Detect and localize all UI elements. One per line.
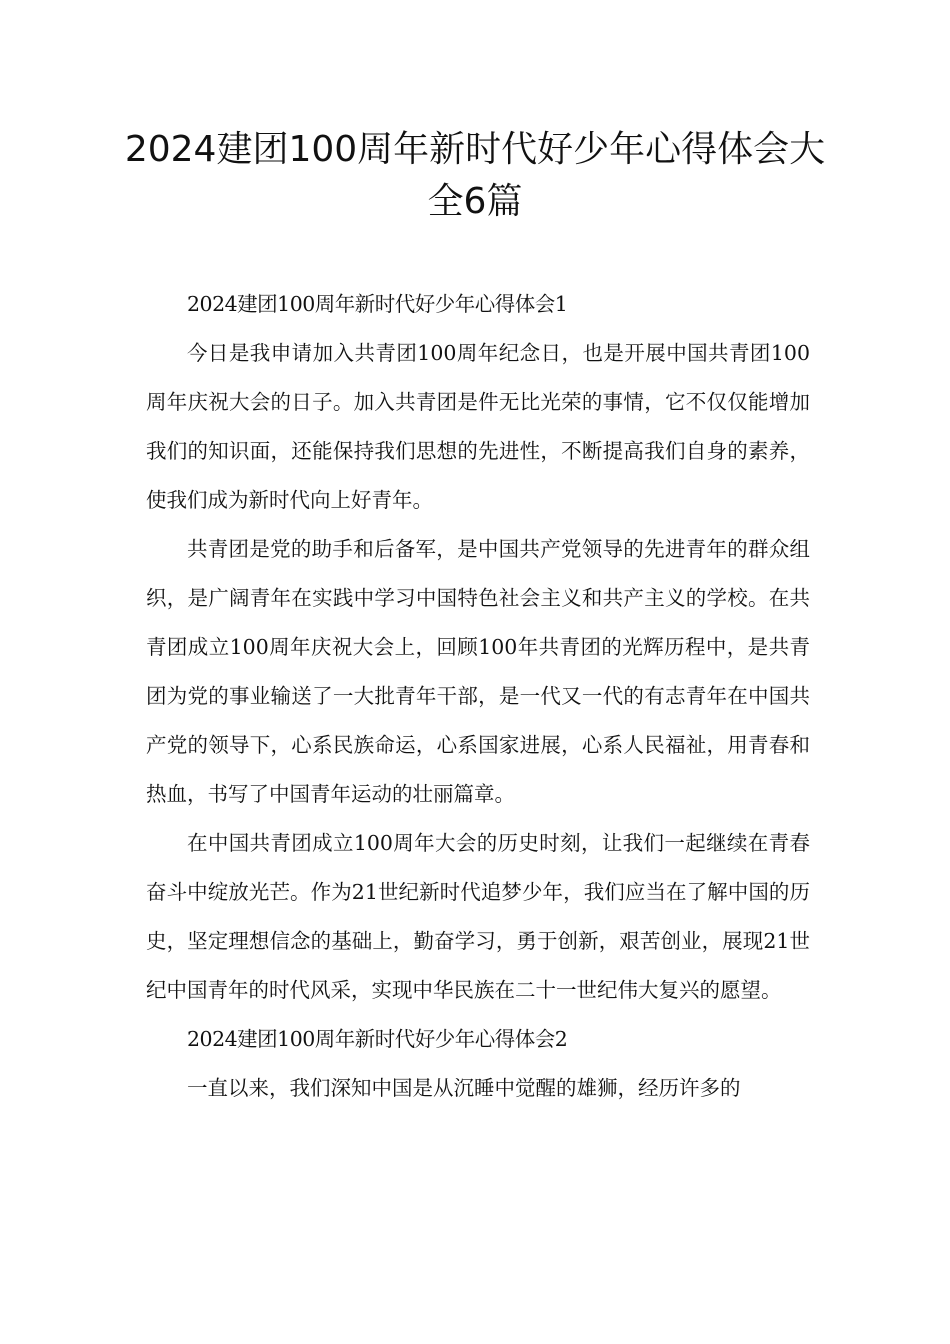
section-1-paragraph-1: 今日是我申请加入共青团100周年纪念日，也是开展中国共青团100周年庆祝大会的日子。加入共青团是件无比光荣的事情，它不仅仅能增加我们的知识面，还能保持我们思想的先进性，不断提高我们自身的素养，使我们成为新时代向上好青年。 <box>146 341 810 512</box>
section-2-heading: 2024建团100周年新时代好少年心得体会2 <box>187 1027 568 1051</box>
section-1-heading: 2024建团100周年新时代好少年心得体会1 <box>187 292 568 316</box>
section-2-paragraph-1: 一直以来，我们深知中国是从沉睡中觉醒的雄狮，经历许多的 <box>187 1076 741 1100</box>
section-1-paragraph-3: 在中国共青团成立100周年大会的历史时刻，让我们一起继续在青春奋斗中绽放光芒。作为21世纪新时代追梦少年，我们应当在了解中国的历史，坚定理想信念的基础上，勤奋学习，勇于创新，艰苦创业，展现21世纪中国青年的时代风采，实现中华民族在二十一世纪伟大复兴的愿望。 <box>146 831 810 1002</box>
document-title: 2024建团100周年新时代好少年心得体会大全6篇 <box>124 129 826 222</box>
section-1-paragraph-2: 共青团是党的助手和后备军，是中国共产党领导的先进青年的群众组织，是广阔青年在实践中学习中国特色社会主义和共产主义的学校。在共青团成立100周年庆祝大会上，回顾100年共青团的光辉历程中，是共青团为党的事业输送了一大批青年干部，是一代又一代的有志青年在中国共产党的领导下，心系民族命运，心系国家进展，心系人民福祉，用青春和热血，书写了中国青年运动的壮丽篇章。 <box>146 537 810 806</box>
document-body <box>146 280 810 1113</box>
